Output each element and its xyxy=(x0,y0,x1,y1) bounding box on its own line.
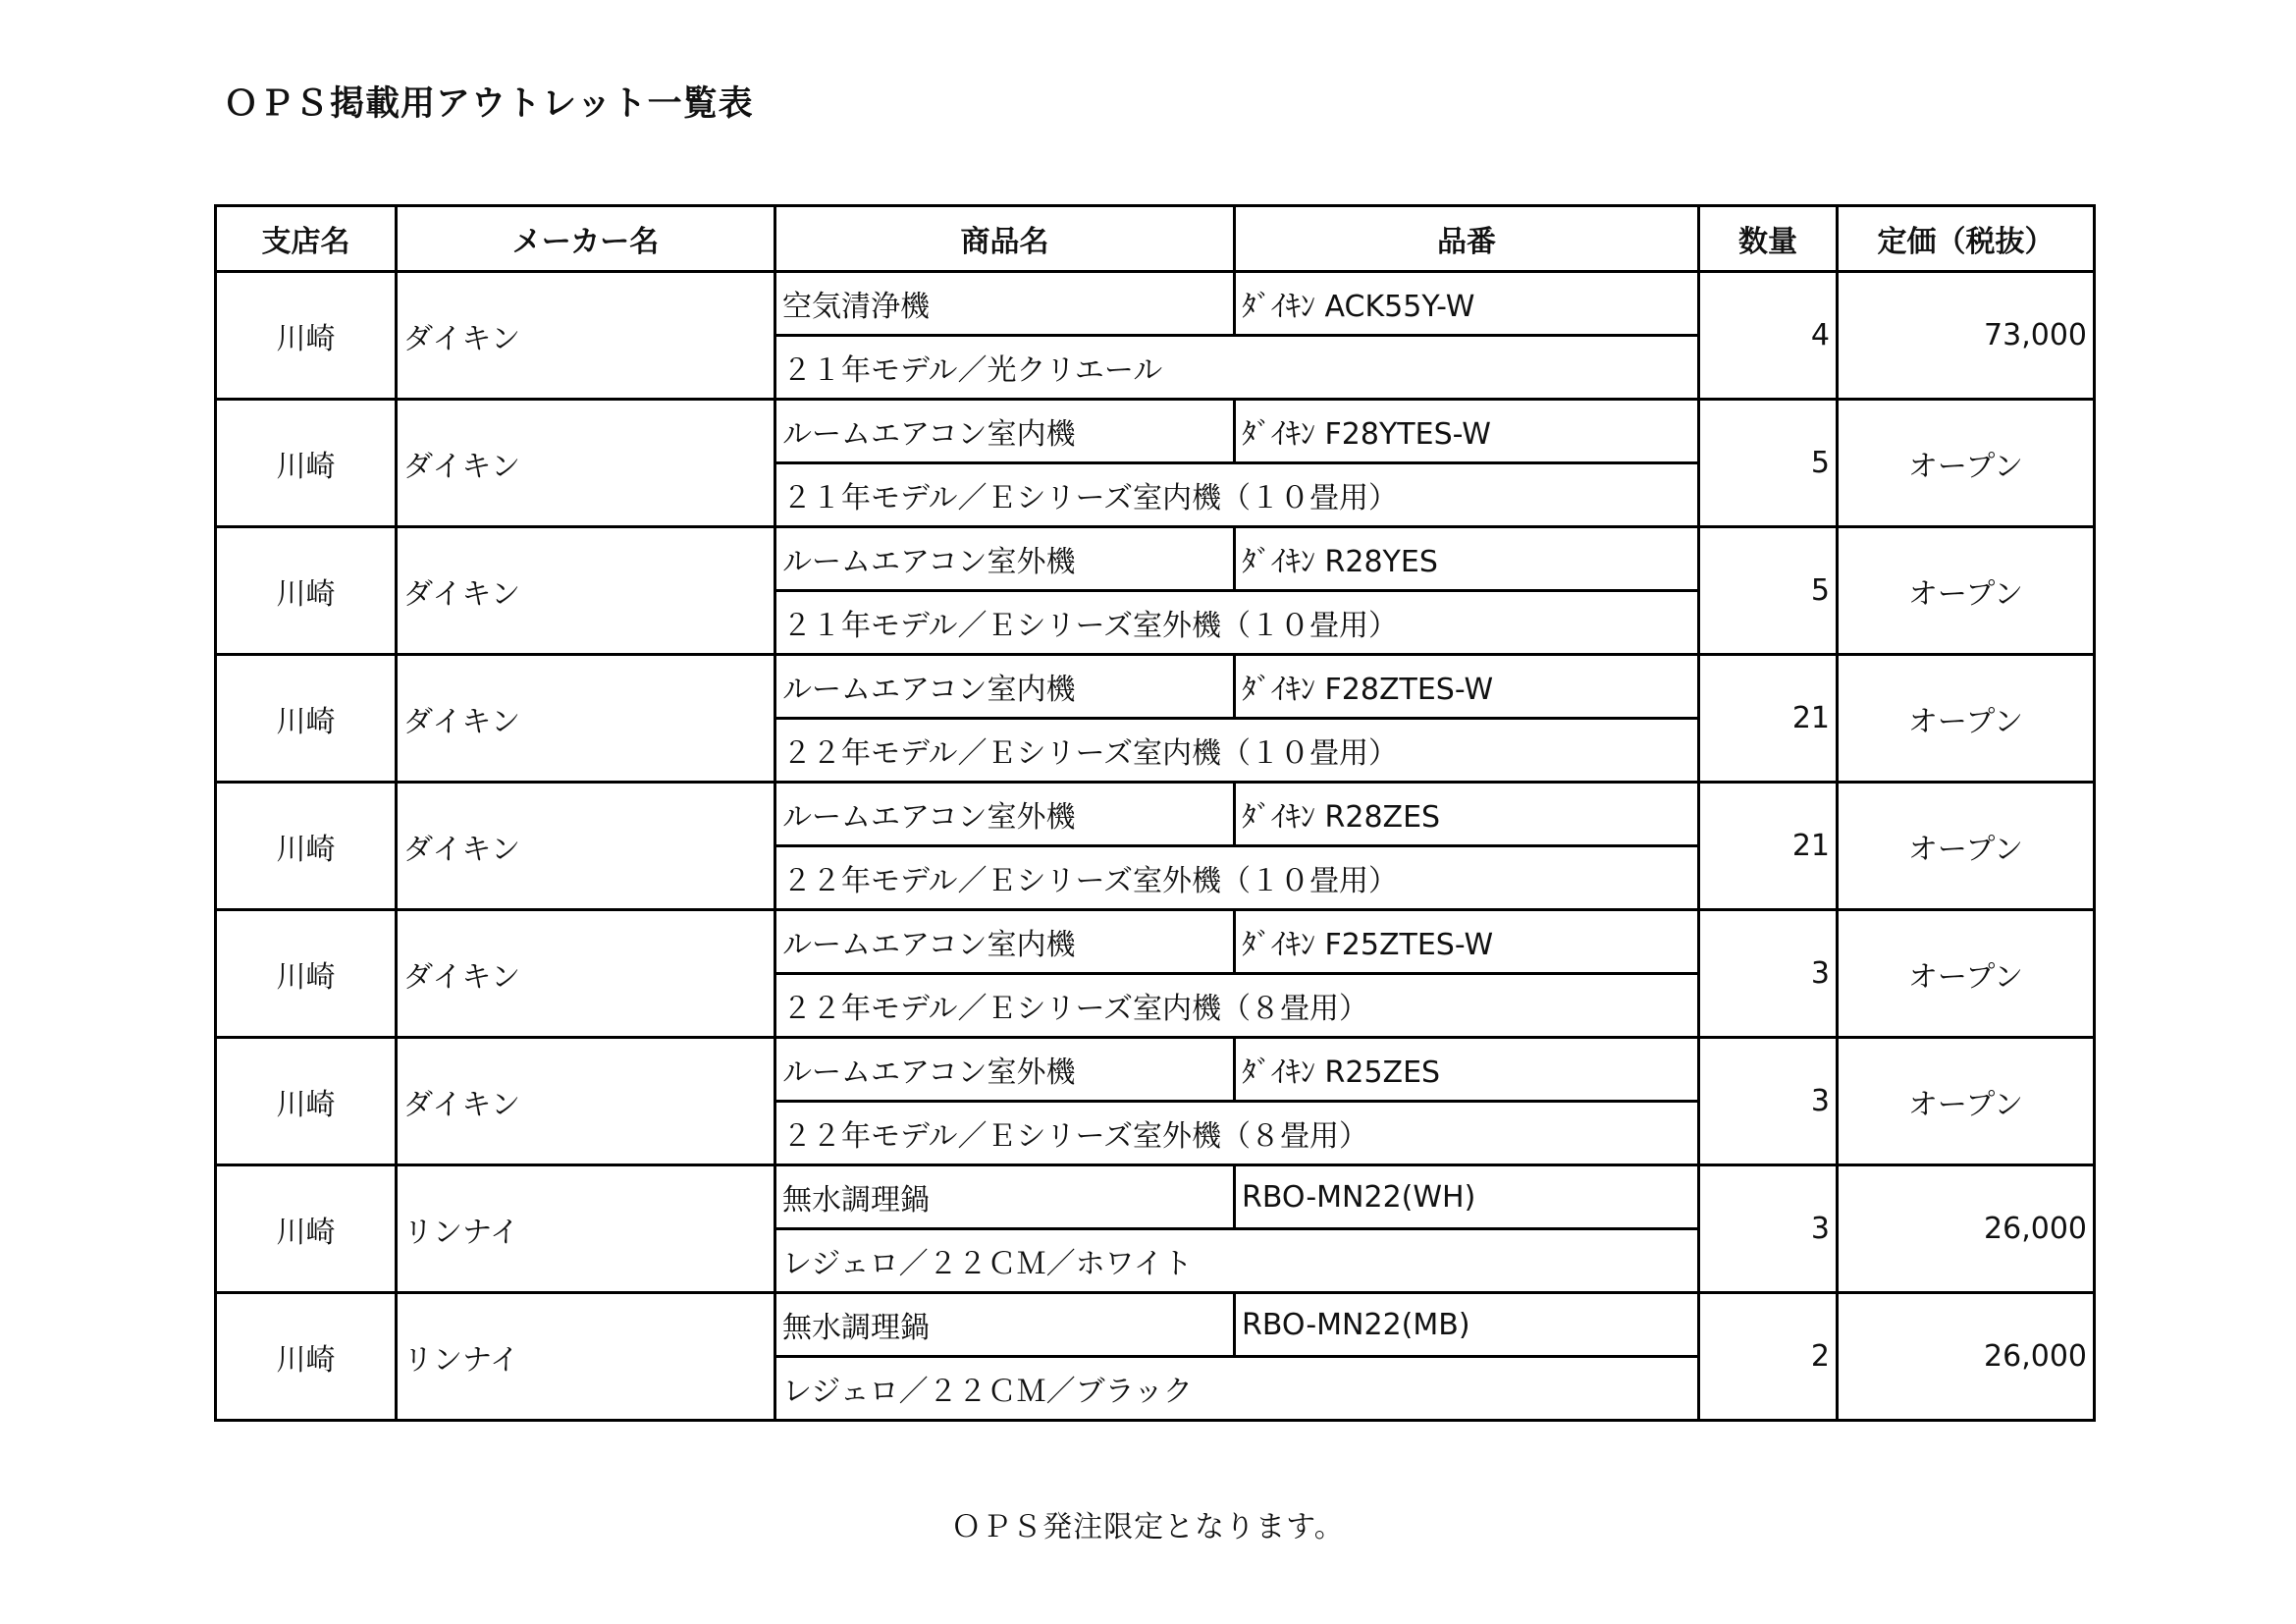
product-code-cell: ﾀﾞｲｷﾝ F28ZTES-W xyxy=(1235,655,1699,719)
price-cell: オープン xyxy=(1838,400,2095,527)
table-header-row xyxy=(216,206,2095,272)
header-quantity: 数量 xyxy=(1699,206,1838,272)
product-name-cell: ルームエアコン室外機 xyxy=(775,1038,1235,1102)
product-code-cell: ﾀﾞｲｷﾝ F25ZTES-W xyxy=(1235,910,1699,974)
quantity-cell: 3 xyxy=(1699,1165,1838,1293)
branch-cell: 川崎 xyxy=(216,783,397,910)
quantity-cell: 2 xyxy=(1699,1293,1838,1421)
header-maker: メーカー名 xyxy=(397,206,775,272)
maker-cell: ダイキン xyxy=(397,400,775,527)
product-code-cell: ﾀﾞｲｷﾝ R28YES xyxy=(1235,527,1699,591)
price-cell: オープン xyxy=(1838,655,2095,783)
product-code-cell: RBO-MN22(WH) xyxy=(1235,1165,1699,1229)
product-code-cell: ﾀﾞｲｷﾝ R25ZES xyxy=(1235,1038,1699,1102)
branch-cell: 川崎 xyxy=(216,1165,397,1293)
maker-cell: ダイキン xyxy=(397,527,775,655)
quantity-cell: 4 xyxy=(1699,272,1838,400)
outlet-table xyxy=(214,204,2096,1422)
product-code-cell: ﾀﾞｲｷﾝ F28YTES-W xyxy=(1235,400,1699,463)
product-name-cell: ルームエアコン室内機 xyxy=(775,655,1235,719)
description-cell: レジェロ／２２ＣＭ／ホワイト xyxy=(775,1229,1699,1293)
document-title: ＯＰＳ掲載用アウトレット一覧表 xyxy=(224,84,754,124)
branch-cell: 川崎 xyxy=(216,910,397,1038)
product-name-cell: ルームエアコン室内機 xyxy=(775,400,1235,463)
product-code-cell: RBO-MN22(MB) xyxy=(1235,1293,1699,1357)
quantity-cell: 21 xyxy=(1699,655,1838,783)
description-cell: ２１年モデル／Ｅシリーズ室外機（１０畳用） xyxy=(775,591,1699,655)
table-body xyxy=(216,272,2095,1421)
table-row xyxy=(216,1293,2095,1357)
header-product-name: 商品名 xyxy=(775,206,1235,272)
table-row xyxy=(216,400,2095,463)
description-cell: ２１年モデル／光クリエール xyxy=(775,336,1699,400)
product-name-cell: 空気清浄機 xyxy=(775,272,1235,336)
description-cell: ２１年モデル／Ｅシリーズ室内機（１０畳用） xyxy=(775,463,1699,527)
branch-cell: 川崎 xyxy=(216,1038,397,1165)
description-cell: レジェロ／２２ＣＭ／ブラック xyxy=(775,1357,1699,1421)
table-row xyxy=(216,910,2095,974)
maker-cell: ダイキン xyxy=(397,1038,775,1165)
price-cell: 26,000 xyxy=(1838,1293,2095,1421)
branch-cell: 川崎 xyxy=(216,527,397,655)
table-row xyxy=(216,783,2095,846)
price-cell: オープン xyxy=(1838,910,2095,1038)
footer-note: ＯＰＳ発注限定となります。 xyxy=(951,1510,1345,1544)
maker-cell: ダイキン xyxy=(397,783,775,910)
maker-cell: ダイキン xyxy=(397,910,775,1038)
table-row xyxy=(216,272,2095,336)
product-name-cell: 無水調理鍋 xyxy=(775,1165,1235,1229)
price-cell: 26,000 xyxy=(1838,1165,2095,1293)
product-code-cell: ﾀﾞｲｷﾝ ACK55Y-W xyxy=(1235,272,1699,336)
description-cell: ２２年モデル／Ｅシリーズ室外機（８畳用） xyxy=(775,1102,1699,1165)
quantity-cell: 3 xyxy=(1699,910,1838,1038)
quantity-cell: 5 xyxy=(1699,527,1838,655)
product-name-cell: ルームエアコン室外機 xyxy=(775,783,1235,846)
price-cell: オープン xyxy=(1838,527,2095,655)
quantity-cell: 3 xyxy=(1699,1038,1838,1165)
table-row xyxy=(216,655,2095,719)
description-cell: ２２年モデル／Ｅシリーズ室内機（１０畳用） xyxy=(775,719,1699,783)
price-cell: オープン xyxy=(1838,1038,2095,1165)
table-row xyxy=(216,1038,2095,1102)
price-cell: オープン xyxy=(1838,783,2095,910)
product-name-cell: 無水調理鍋 xyxy=(775,1293,1235,1357)
header-product-code: 品番 xyxy=(1235,206,1699,272)
branch-cell: 川崎 xyxy=(216,1293,397,1421)
table-row xyxy=(216,1165,2095,1229)
maker-cell: リンナイ xyxy=(397,1293,775,1421)
maker-cell: ダイキン xyxy=(397,272,775,400)
branch-cell: 川崎 xyxy=(216,272,397,400)
price-cell: 73,000 xyxy=(1838,272,2095,400)
maker-cell: ダイキン xyxy=(397,655,775,783)
description-cell: ２２年モデル／Ｅシリーズ室外機（１０畳用） xyxy=(775,846,1699,910)
maker-cell: リンナイ xyxy=(397,1165,775,1293)
branch-cell: 川崎 xyxy=(216,655,397,783)
description-cell: ２２年モデル／Ｅシリーズ室内機（８畳用） xyxy=(775,974,1699,1038)
product-name-cell: ルームエアコン室内機 xyxy=(775,910,1235,974)
quantity-cell: 21 xyxy=(1699,783,1838,910)
header-price: 定価（税抜） xyxy=(1838,206,2095,272)
quantity-cell: 5 xyxy=(1699,400,1838,527)
product-name-cell: ルームエアコン室外機 xyxy=(775,527,1235,591)
header-branch: 支店名 xyxy=(216,206,397,272)
branch-cell: 川崎 xyxy=(216,400,397,527)
product-code-cell: ﾀﾞｲｷﾝ R28ZES xyxy=(1235,783,1699,846)
table-row xyxy=(216,527,2095,591)
